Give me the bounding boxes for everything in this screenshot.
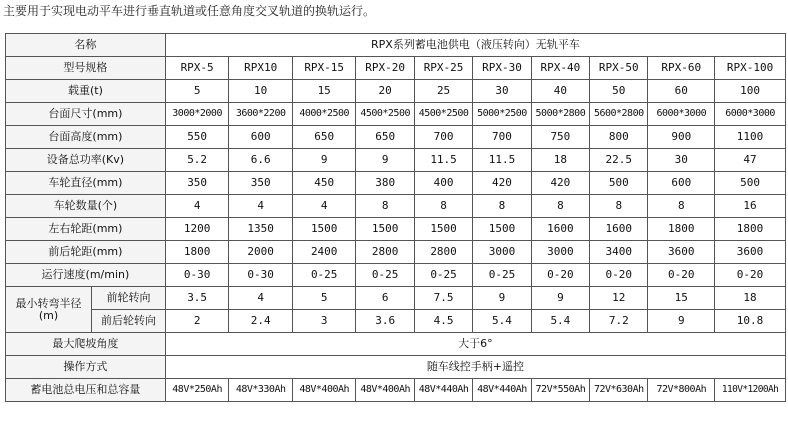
- table-cell: 11.5: [414, 149, 472, 172]
- row-label: 型号规格: [6, 57, 166, 80]
- table-cell: 9: [292, 149, 356, 172]
- table-row-name: [6, 34, 786, 57]
- turn-sub-label: 前轮转向: [92, 287, 166, 310]
- table-cell: 2: [165, 310, 229, 333]
- table-cell: 7.5: [414, 287, 472, 310]
- table-cell: 30: [473, 80, 531, 103]
- table-cell: 8: [414, 195, 472, 218]
- table-cell: 1800: [715, 218, 786, 241]
- table-cell: 4500*2500: [356, 103, 414, 126]
- table-cell: 0-25: [473, 264, 531, 287]
- table-cell: 600: [648, 172, 715, 195]
- row-label: 载重(t): [6, 80, 166, 103]
- slope-value: 大于6°: [165, 333, 785, 356]
- table-cell: 4500*2500: [414, 103, 472, 126]
- table-cell: 6.6: [229, 149, 293, 172]
- table-cell: 3.6: [356, 310, 414, 333]
- table-cell: 3000: [473, 241, 531, 264]
- table-row-operation: [6, 356, 786, 379]
- table-row: [6, 149, 786, 172]
- table-cell: 8: [356, 195, 414, 218]
- table-cell: 50: [590, 80, 648, 103]
- table-cell: 30: [648, 149, 715, 172]
- row-label: 左右轮距(mm): [6, 218, 166, 241]
- table-cell: 11.5: [473, 149, 531, 172]
- table-cell: 1600: [590, 218, 648, 241]
- table-cell: 8: [531, 195, 589, 218]
- table-cell: 650: [356, 126, 414, 149]
- table-cell: 700: [414, 126, 472, 149]
- table-cell: 600: [229, 126, 293, 149]
- table-row-battery: [6, 379, 786, 402]
- table-cell: 5: [292, 287, 356, 310]
- table-cell: 3000: [531, 241, 589, 264]
- table-cell: 8: [648, 195, 715, 218]
- table-cell: 47: [715, 149, 786, 172]
- table-row: [6, 126, 786, 149]
- row-label: 运行速度(m/min): [6, 264, 166, 287]
- table-cell: RPX-30: [473, 57, 531, 80]
- turn-sub-label: 前后轮转向: [92, 310, 166, 333]
- table-cell: 48V*330Ah: [229, 379, 293, 402]
- table-cell: 10.8: [715, 310, 786, 333]
- table-cell: 5.4: [531, 310, 589, 333]
- table-cell: RPX-50: [590, 57, 648, 80]
- name-value: RPX系列蓄电池供电（液压转向）无轨平车: [165, 34, 785, 57]
- table-cell: 400: [414, 172, 472, 195]
- table-cell: 4: [229, 195, 293, 218]
- table-cell: 15: [292, 80, 356, 103]
- table-cell: 3400: [590, 241, 648, 264]
- table-cell: 0-30: [165, 264, 229, 287]
- table-row: [6, 218, 786, 241]
- table-cell: 350: [229, 172, 293, 195]
- table-cell: 1500: [292, 218, 356, 241]
- table-cell: 1350: [229, 218, 293, 241]
- row-label: 设备总功率(Kv): [6, 149, 166, 172]
- table-row: [6, 264, 786, 287]
- table-cell: 3000*2000: [165, 103, 229, 126]
- table-cell: 2400: [292, 241, 356, 264]
- name-label: 名称: [6, 34, 166, 57]
- slope-label: 最大爬坡角度: [6, 333, 166, 356]
- turn-radius-label: 最小转弯半径(m): [6, 287, 92, 333]
- row-label: 车轮数量(个): [6, 195, 166, 218]
- table-cell: 380: [356, 172, 414, 195]
- table-cell: 5: [165, 80, 229, 103]
- table-cell: 12: [590, 287, 648, 310]
- table-cell: 500: [590, 172, 648, 195]
- table-row: [6, 57, 786, 80]
- table-cell: 550: [165, 126, 229, 149]
- table-cell: 0-25: [292, 264, 356, 287]
- table-cell: 2.4: [229, 310, 293, 333]
- table-cell: 110V*1200Ah: [715, 379, 786, 402]
- table-cell: 6000*3000: [648, 103, 715, 126]
- table-cell: 420: [473, 172, 531, 195]
- table-cell: 72V*630Ah: [590, 379, 648, 402]
- table-cell: 1500: [473, 218, 531, 241]
- table-cell: 22.5: [590, 149, 648, 172]
- table-cell: 10: [229, 80, 293, 103]
- table-cell: 1500: [414, 218, 472, 241]
- table-row: [6, 241, 786, 264]
- table-cell: 72V*800Ah: [648, 379, 715, 402]
- operation-label: 操作方式: [6, 356, 166, 379]
- table-cell: 1500: [356, 218, 414, 241]
- table-cell: 4: [165, 195, 229, 218]
- table-cell: RPX-20: [356, 57, 414, 80]
- table-cell: 0-30: [229, 264, 293, 287]
- table-cell: 3600*2200: [229, 103, 293, 126]
- battery-label: 蓄电池总电压和总容量: [6, 379, 166, 402]
- row-label: 车轮直径(mm): [6, 172, 166, 195]
- table-cell: 650: [292, 126, 356, 149]
- table-cell: RPX10: [229, 57, 293, 80]
- table-cell: 20: [356, 80, 414, 103]
- table-cell: RPX-5: [165, 57, 229, 80]
- table-cell: 18: [531, 149, 589, 172]
- table-cell: 5.4: [473, 310, 531, 333]
- table-cell: 0-20: [648, 264, 715, 287]
- table-cell: 100: [715, 80, 786, 103]
- table-cell: 18: [715, 287, 786, 310]
- table-cell: 900: [648, 126, 715, 149]
- table-cell: RPX-15: [292, 57, 356, 80]
- table-cell: 48V*250Ah: [165, 379, 229, 402]
- table-cell: 48V*440Ah: [414, 379, 472, 402]
- table-row: [6, 80, 786, 103]
- table-cell: 1200: [165, 218, 229, 241]
- table-cell: 6: [356, 287, 414, 310]
- table-cell: RPX-25: [414, 57, 472, 80]
- table-cell: 3600: [648, 241, 715, 264]
- table-cell: 9: [648, 310, 715, 333]
- table-cell: 700: [473, 126, 531, 149]
- table-cell: 48V*440Ah: [473, 379, 531, 402]
- table-cell: 0-20: [715, 264, 786, 287]
- table-cell: 72V*550Ah: [531, 379, 589, 402]
- table-cell: 420: [531, 172, 589, 195]
- table-cell: 3: [292, 310, 356, 333]
- table-cell: 9: [531, 287, 589, 310]
- table-cell: 5.2: [165, 149, 229, 172]
- table-cell: 2800: [356, 241, 414, 264]
- table-cell: 1800: [648, 218, 715, 241]
- operation-value: 随车线控手柄+遥控: [165, 356, 785, 379]
- table-row: [6, 195, 786, 218]
- table-cell: 0-25: [414, 264, 472, 287]
- table-cell: 7.2: [590, 310, 648, 333]
- table-cell: 9: [473, 287, 531, 310]
- table-cell: 5000*2500: [473, 103, 531, 126]
- table-cell: 40: [531, 80, 589, 103]
- table-cell: 1800: [165, 241, 229, 264]
- table-cell: 500: [715, 172, 786, 195]
- table-cell: 800: [590, 126, 648, 149]
- table-row: [6, 103, 786, 126]
- table-cell: 450: [292, 172, 356, 195]
- table-cell: 3600: [715, 241, 786, 264]
- table-cell: 1100: [715, 126, 786, 149]
- table-cell: 3.5: [165, 287, 229, 310]
- table-cell: 9: [356, 149, 414, 172]
- table-cell: 15: [648, 287, 715, 310]
- table-cell: 0-20: [531, 264, 589, 287]
- table-cell: 5600*2800: [590, 103, 648, 126]
- table-cell: 4: [229, 287, 293, 310]
- row-label: 前后轮距(mm): [6, 241, 166, 264]
- table-cell: RPX-40: [531, 57, 589, 80]
- table-cell: RPX-100: [715, 57, 786, 80]
- table-cell: 5000*2800: [531, 103, 589, 126]
- table-cell: 6000*3000: [715, 103, 786, 126]
- table-row-turn: [6, 310, 786, 333]
- table-cell: 2800: [414, 241, 472, 264]
- table-cell: 1600: [531, 218, 589, 241]
- table-cell: 16: [715, 195, 786, 218]
- table-cell: 2000: [229, 241, 293, 264]
- table-cell: 350: [165, 172, 229, 195]
- table-row: [6, 172, 786, 195]
- table-cell: 48V*400Ah: [356, 379, 414, 402]
- table-cell: 750: [531, 126, 589, 149]
- table-cell: 48V*400Ah: [292, 379, 356, 402]
- table-row-turn: [6, 287, 786, 310]
- spec-table: [5, 33, 786, 402]
- table-row-slope: [6, 333, 786, 356]
- table-cell: 4000*2500: [292, 103, 356, 126]
- table-cell: 8: [473, 195, 531, 218]
- table-cell: 0-20: [590, 264, 648, 287]
- table-cell: 4: [292, 195, 356, 218]
- table-cell: 4.5: [414, 310, 472, 333]
- intro-text: 主要用于实现电动平车进行垂直轨道或任意角度交叉轨道的换轨运行。: [3, 4, 376, 18]
- row-label: 台面尺寸(mm): [6, 103, 166, 126]
- spec-table-body: [6, 34, 786, 402]
- table-cell: RPX-60: [648, 57, 715, 80]
- row-label: 台面高度(mm): [6, 126, 166, 149]
- table-cell: 25: [414, 80, 472, 103]
- table-cell: 8: [590, 195, 648, 218]
- table-cell: 60: [648, 80, 715, 103]
- table-cell: 0-25: [356, 264, 414, 287]
